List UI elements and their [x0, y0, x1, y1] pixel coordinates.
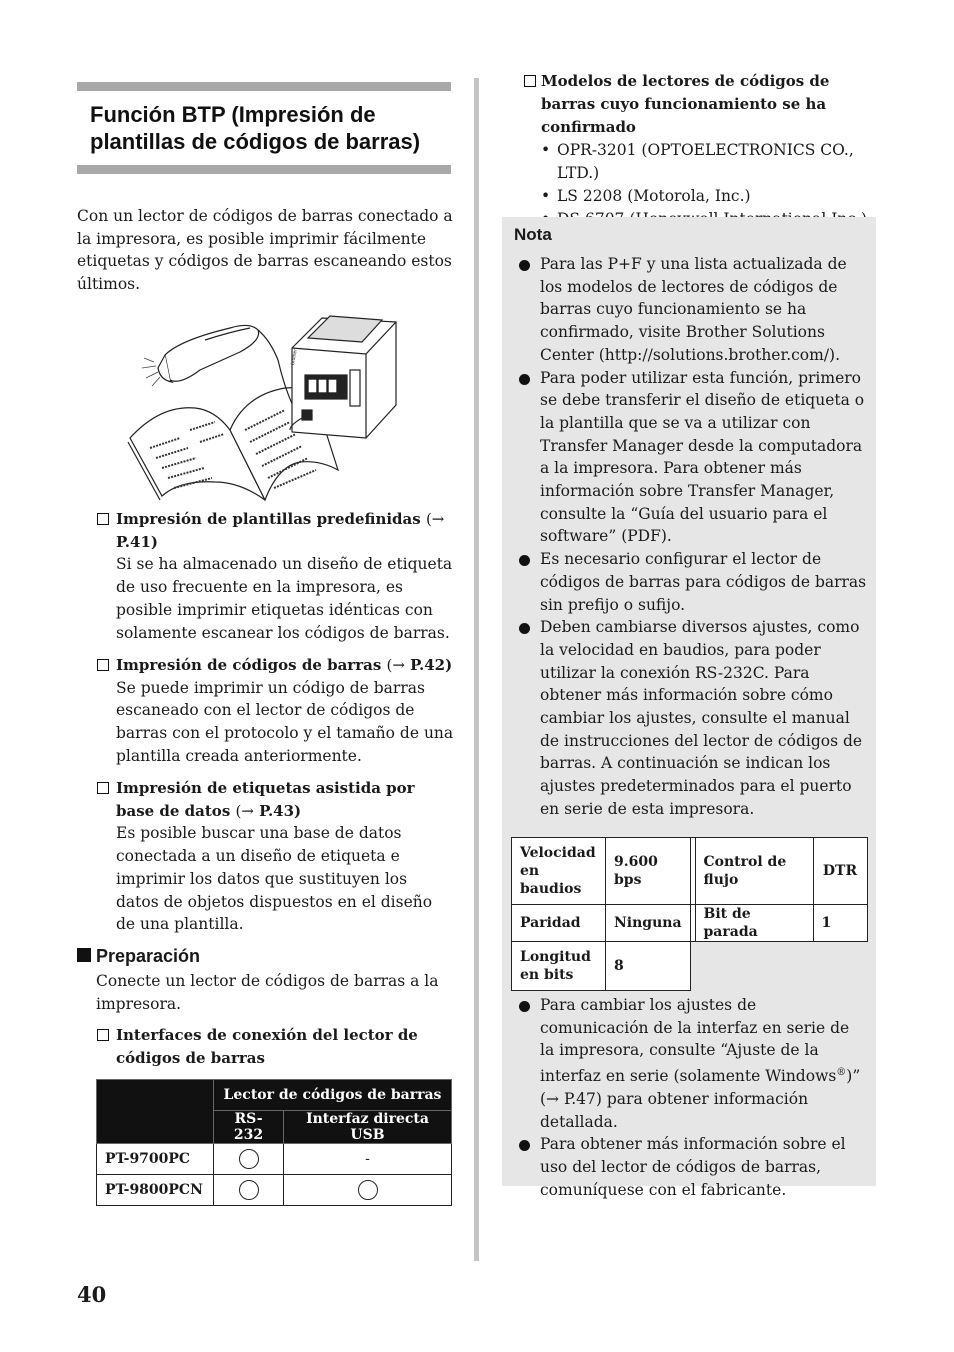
table-group-header: Lector de códigos de barras [214, 1080, 452, 1111]
rs232-supported-cell [214, 1175, 284, 1206]
list-item: Deben cambiarse diversos ajustes, como la velocidad en baudios, para poder utilizar la conexión RS-232C. Para obtener más información sobre cómo cambiar los ajustes, consulte el manual de instrucciones del lector de códigos de barras. A continuación se indican los ajustes predeterminados para el puerto en serie de esta impresora. [516, 616, 868, 820]
bullet-dot-icon [519, 1140, 530, 1151]
table-row [97, 1175, 452, 1206]
supported-circle-icon [239, 1180, 259, 1200]
list-item: Es necesario configurar el lector de códigos de barras para códigos de barras sin prefijo o sufijo. [516, 548, 868, 616]
column-divider [474, 78, 479, 1261]
title-top-rule [77, 82, 451, 91]
list-item: • OPR-3201 (OPTOELECTRONICS CO., LTD.) [541, 139, 883, 185]
feature-body: Es posible buscar una base de datos conectada a un diseño de etiqueta e imprimir los datos que sustituyen los datos de objetos dispuestos en el diseño de una plantilla. [116, 824, 433, 934]
note-box [502, 217, 876, 1199]
label-printer-icon [292, 316, 396, 438]
table-corner-cell [97, 1080, 214, 1144]
note-title: Nota [514, 225, 552, 244]
usb-not-supported-cell: - [284, 1144, 452, 1175]
checkbox-bullet-icon [97, 782, 109, 794]
rs232-supported-cell [214, 1144, 284, 1175]
feature-head: Impresión de etiquetas asistida por base de datos (→ P.43) [96, 777, 454, 822]
baud-label-cell: Velocidad en baudios [512, 838, 606, 905]
feature-body: Si se ha almacenado un diseño de etiqueta de uso frecuente en la impresora, es posible imprimir etiquetas idénticas con solamente escanear los códigos de barras. [116, 555, 453, 642]
feature-head: Impresión de códigos de barras (→ P.42) [96, 654, 454, 677]
flow-label-cell: Control de flujo [695, 838, 813, 905]
supported-circle-icon [358, 1180, 378, 1200]
table-row [97, 1144, 452, 1175]
interfaces-heading-block [96, 1024, 454, 1069]
feature-body: Se puede imprimir un código de barras escaneado con el lector de códigos de barras con el protocolo y el tamaño de una plantilla creada anteriormente. [116, 678, 454, 765]
feature-predefined-templates [96, 508, 454, 644]
feature-database-printing [96, 777, 454, 936]
parity-label-cell: Paridad [512, 905, 606, 942]
barcode-scanner-printer-illustration [120, 310, 410, 502]
parity-value-cell: Ninguna [606, 905, 691, 942]
checkbox-bullet-icon [97, 659, 109, 671]
serial-settings-table [511, 837, 868, 991]
title-bottom-rule [77, 165, 451, 174]
page-title: Función BTP (Impresión de plantillas de códigos de barras) [90, 102, 421, 154]
feature-barcode-printing [96, 654, 454, 768]
bullet-dot-icon [519, 374, 530, 385]
stop-label-cell: Bit de parada [695, 905, 813, 942]
page-number: 40 [77, 1282, 107, 1307]
bullet-dot-icon [519, 260, 530, 271]
printer-brand-label: brother [290, 348, 299, 366]
list-item: • LS 2208 (Motorola, Inc.) [541, 185, 883, 208]
note-list-after [516, 994, 868, 1201]
preparation-heading: Preparación [77, 944, 200, 968]
bullet-dot-icon [519, 1001, 530, 1012]
bits-value-cell: 8 [606, 942, 691, 991]
bullet-dot-icon [519, 555, 530, 566]
column-header-rs232: RS-232 [214, 1111, 284, 1144]
stop-value-cell: 1 [813, 905, 867, 942]
list-item: Para las P+F y una lista actualizada de los modelos de lectores de códigos de barras cuyo funcionamiento se ha confirmado, visite Brother Solutions Center (http://solutions.brother.com/). [516, 253, 868, 367]
intro-paragraph: Con un lector de códigos de barras conectado a la impresora, es posible imprimir fácilmente etiquetas y códigos de barras escaneando estos últimos. [77, 207, 453, 294]
checkbox-bullet-icon [97, 513, 109, 525]
bits-label-cell: Longitud en bits [512, 942, 606, 991]
interfaces-heading: Interfaces de conexión del lector de códigos de barras [96, 1024, 454, 1069]
list-item: Para cambiar los ajustes de comunicación de la interfaz en serie de la impresora, consulte “Ajuste de la interfaz en serie (solamente Windows®)” (→ P.47) para obtener información detallada. [516, 994, 868, 1133]
bullet-dot-icon [519, 623, 530, 634]
usb-supported-cell [284, 1175, 452, 1206]
model-cell: PT-9800PCN [97, 1175, 214, 1206]
section-title-block [77, 82, 451, 174]
baud-value-cell: 9.600 bps [606, 838, 691, 905]
note-list [516, 253, 868, 821]
square-bullet-icon [77, 948, 91, 962]
checkbox-bullet-icon [97, 1029, 109, 1041]
flow-value-cell: DTR [813, 838, 867, 905]
column-header-usb: Interfaz directa USB [284, 1111, 452, 1144]
confirmed-models-heading: Modelos de lectores de códigos de barras cuyo funcionamiento se ha confirmado [523, 70, 883, 139]
model-cell: PT-9700PC [97, 1144, 214, 1175]
confirmed-models-block [523, 70, 883, 231]
supported-circle-icon [239, 1149, 259, 1169]
list-item: Para poder utilizar esta función, primero se debe transferir el diseño de etiqueta o la plantilla que se va a utilizar con Transfer Manager desde la computadora a la impresora. Para obtener más información sobre Transfer Manager, consulte la “Guía del usuario para el software” (PDF). [516, 367, 868, 549]
interfaces-table [96, 1079, 452, 1206]
list-item: Para obtener más información sobre el uso del lector de códigos de barras, comuníquese con el fabricante. [516, 1133, 868, 1201]
checkbox-bullet-icon [524, 75, 536, 87]
feature-head: Impresión de plantillas predefinidas (→ P.41) [96, 508, 454, 553]
preparation-body: Conecte un lector de códigos de barras a la impresora. Interfaces de conexión del lector de códigos de barras [96, 970, 454, 1070]
